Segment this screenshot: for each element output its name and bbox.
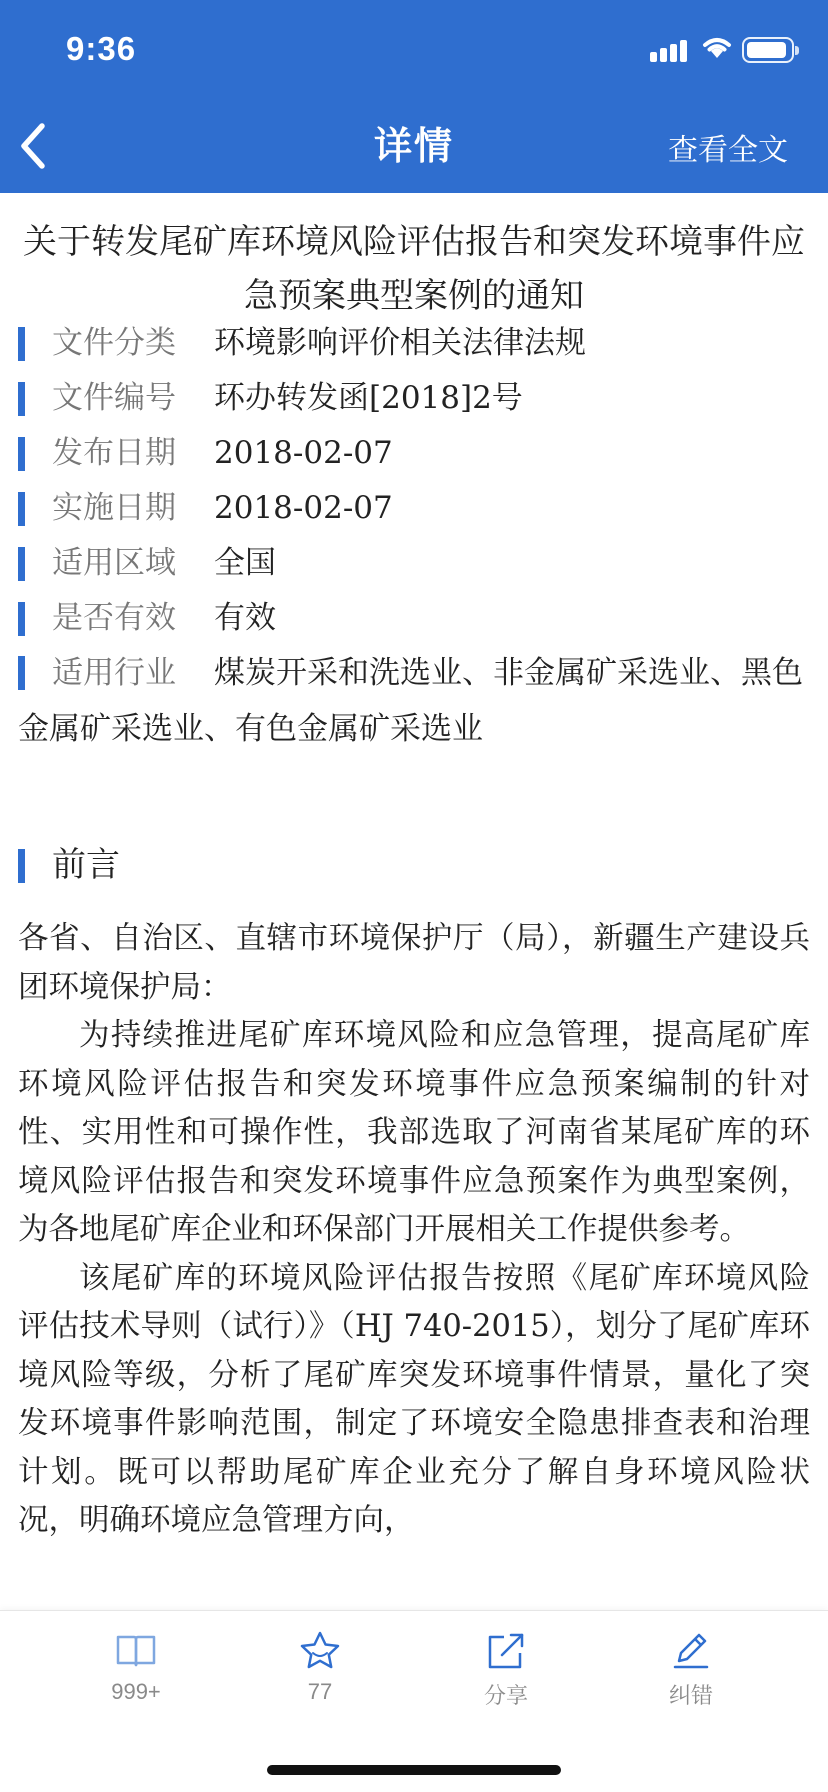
meta-bar <box>18 492 25 526</box>
meta-label: 文件编号 <box>52 380 176 416</box>
meta-label: 发布日期 <box>52 435 176 471</box>
meta-row-effective-date <box>0 486 828 530</box>
meta-row-validity <box>0 596 828 640</box>
back-button[interactable] <box>14 118 54 174</box>
document-body <box>18 915 810 1546</box>
share-label: 分享 <box>483 1683 528 1708</box>
meta-row-number <box>0 376 828 420</box>
favorite-button[interactable] <box>260 1629 380 1709</box>
meta-industry-text <box>18 645 818 757</box>
meta-row-category <box>0 321 828 365</box>
favorite-count-label: 77 <box>307 1679 333 1704</box>
meta-label: 适用区域 <box>52 545 176 581</box>
status-time: 9:36 <box>66 30 137 67</box>
meta-label: 适用行业 <box>52 655 176 691</box>
meta-value: 2018-02-07 <box>214 435 393 471</box>
section-title: 前言 <box>52 845 120 885</box>
book-icon <box>114 1629 158 1673</box>
document-title: 关于转发尾矿库环境风险评估报告和突发环境事件应急预案典型案例的通知 <box>23 222 805 316</box>
meta-row-publish-date <box>0 431 828 475</box>
meta-bar <box>18 547 25 581</box>
meta-row-region <box>0 541 828 585</box>
signal-icon <box>650 38 690 62</box>
meta-value: 2018-02-07 <box>214 490 393 526</box>
battery-icon <box>742 37 794 63</box>
read-count-label: 999+ <box>111 1679 161 1704</box>
header-bar <box>0 0 828 193</box>
report-error-button[interactable] <box>631 1629 751 1709</box>
chevron-left-icon <box>14 118 54 174</box>
document-content[interactable] <box>0 193 828 1610</box>
body-paragraph: 为持续推进尾矿库环境风险和应急管理，提高尾矿库环境风险评估报告和突发环境事件应急预案编制的针对性、实用性和可操作性，我部选取了河南省某尾矿库的环境风险评估报告和突发环境事件应急预案作为典型案例，为各地尾矿库企业和环保部门开展相关工作提供参考。 <box>18 1018 810 1247</box>
meta-bar <box>18 602 25 636</box>
edit-icon <box>669 1629 713 1673</box>
meta-value: 环办转发函[2018]2号 <box>214 380 523 416</box>
meta-label: 实施日期 <box>52 490 176 526</box>
share-icon <box>484 1629 528 1673</box>
meta-value: 环境影响评价相关法律法规 <box>214 325 586 361</box>
meta-label: 是否有效 <box>52 600 176 636</box>
meta-bar <box>18 327 25 361</box>
star-icon <box>298 1629 342 1673</box>
section-bar <box>18 849 25 883</box>
meta-row-industry <box>0 645 828 757</box>
body-paragraph: 各省、自治区、直辖市环境保护厅（局），新疆生产建设兵团环境保护局： <box>18 921 810 1005</box>
share-button[interactable] <box>446 1629 566 1709</box>
meta-bar <box>18 382 25 416</box>
page-title: 详情 <box>373 124 454 168</box>
meta-value: 有效 <box>214 600 276 636</box>
home-indicator[interactable] <box>267 1765 561 1775</box>
body-paragraph: 该尾矿库的环境风险评估报告按照《尾矿库环境风险评估技术导则（试行）》（HJ 740-2015），划分了尾矿库环境风险等级，分析了尾矿库突发环境事件情景，量化了突发环境事件影响范围，制定了环境安全隐患排查表和治理计划。既可以帮助尾矿库企业充分了解自身环境风险状况，明确环境应急管理方向， <box>18 1260 810 1538</box>
meta-bar <box>18 437 25 471</box>
meta-value: 煤炭开采和洗选业、非金属矿采选业、黑色金属矿采选业、有色金属矿采选业 <box>18 655 803 747</box>
meta-label: 文件分类 <box>52 325 176 361</box>
wifi-icon <box>700 34 734 60</box>
report-error-label: 纠错 <box>668 1683 713 1708</box>
meta-value: 全国 <box>214 545 276 581</box>
read-count-button[interactable] <box>76 1629 196 1709</box>
view-full-text-button[interactable]: 查看全文 <box>668 133 788 168</box>
